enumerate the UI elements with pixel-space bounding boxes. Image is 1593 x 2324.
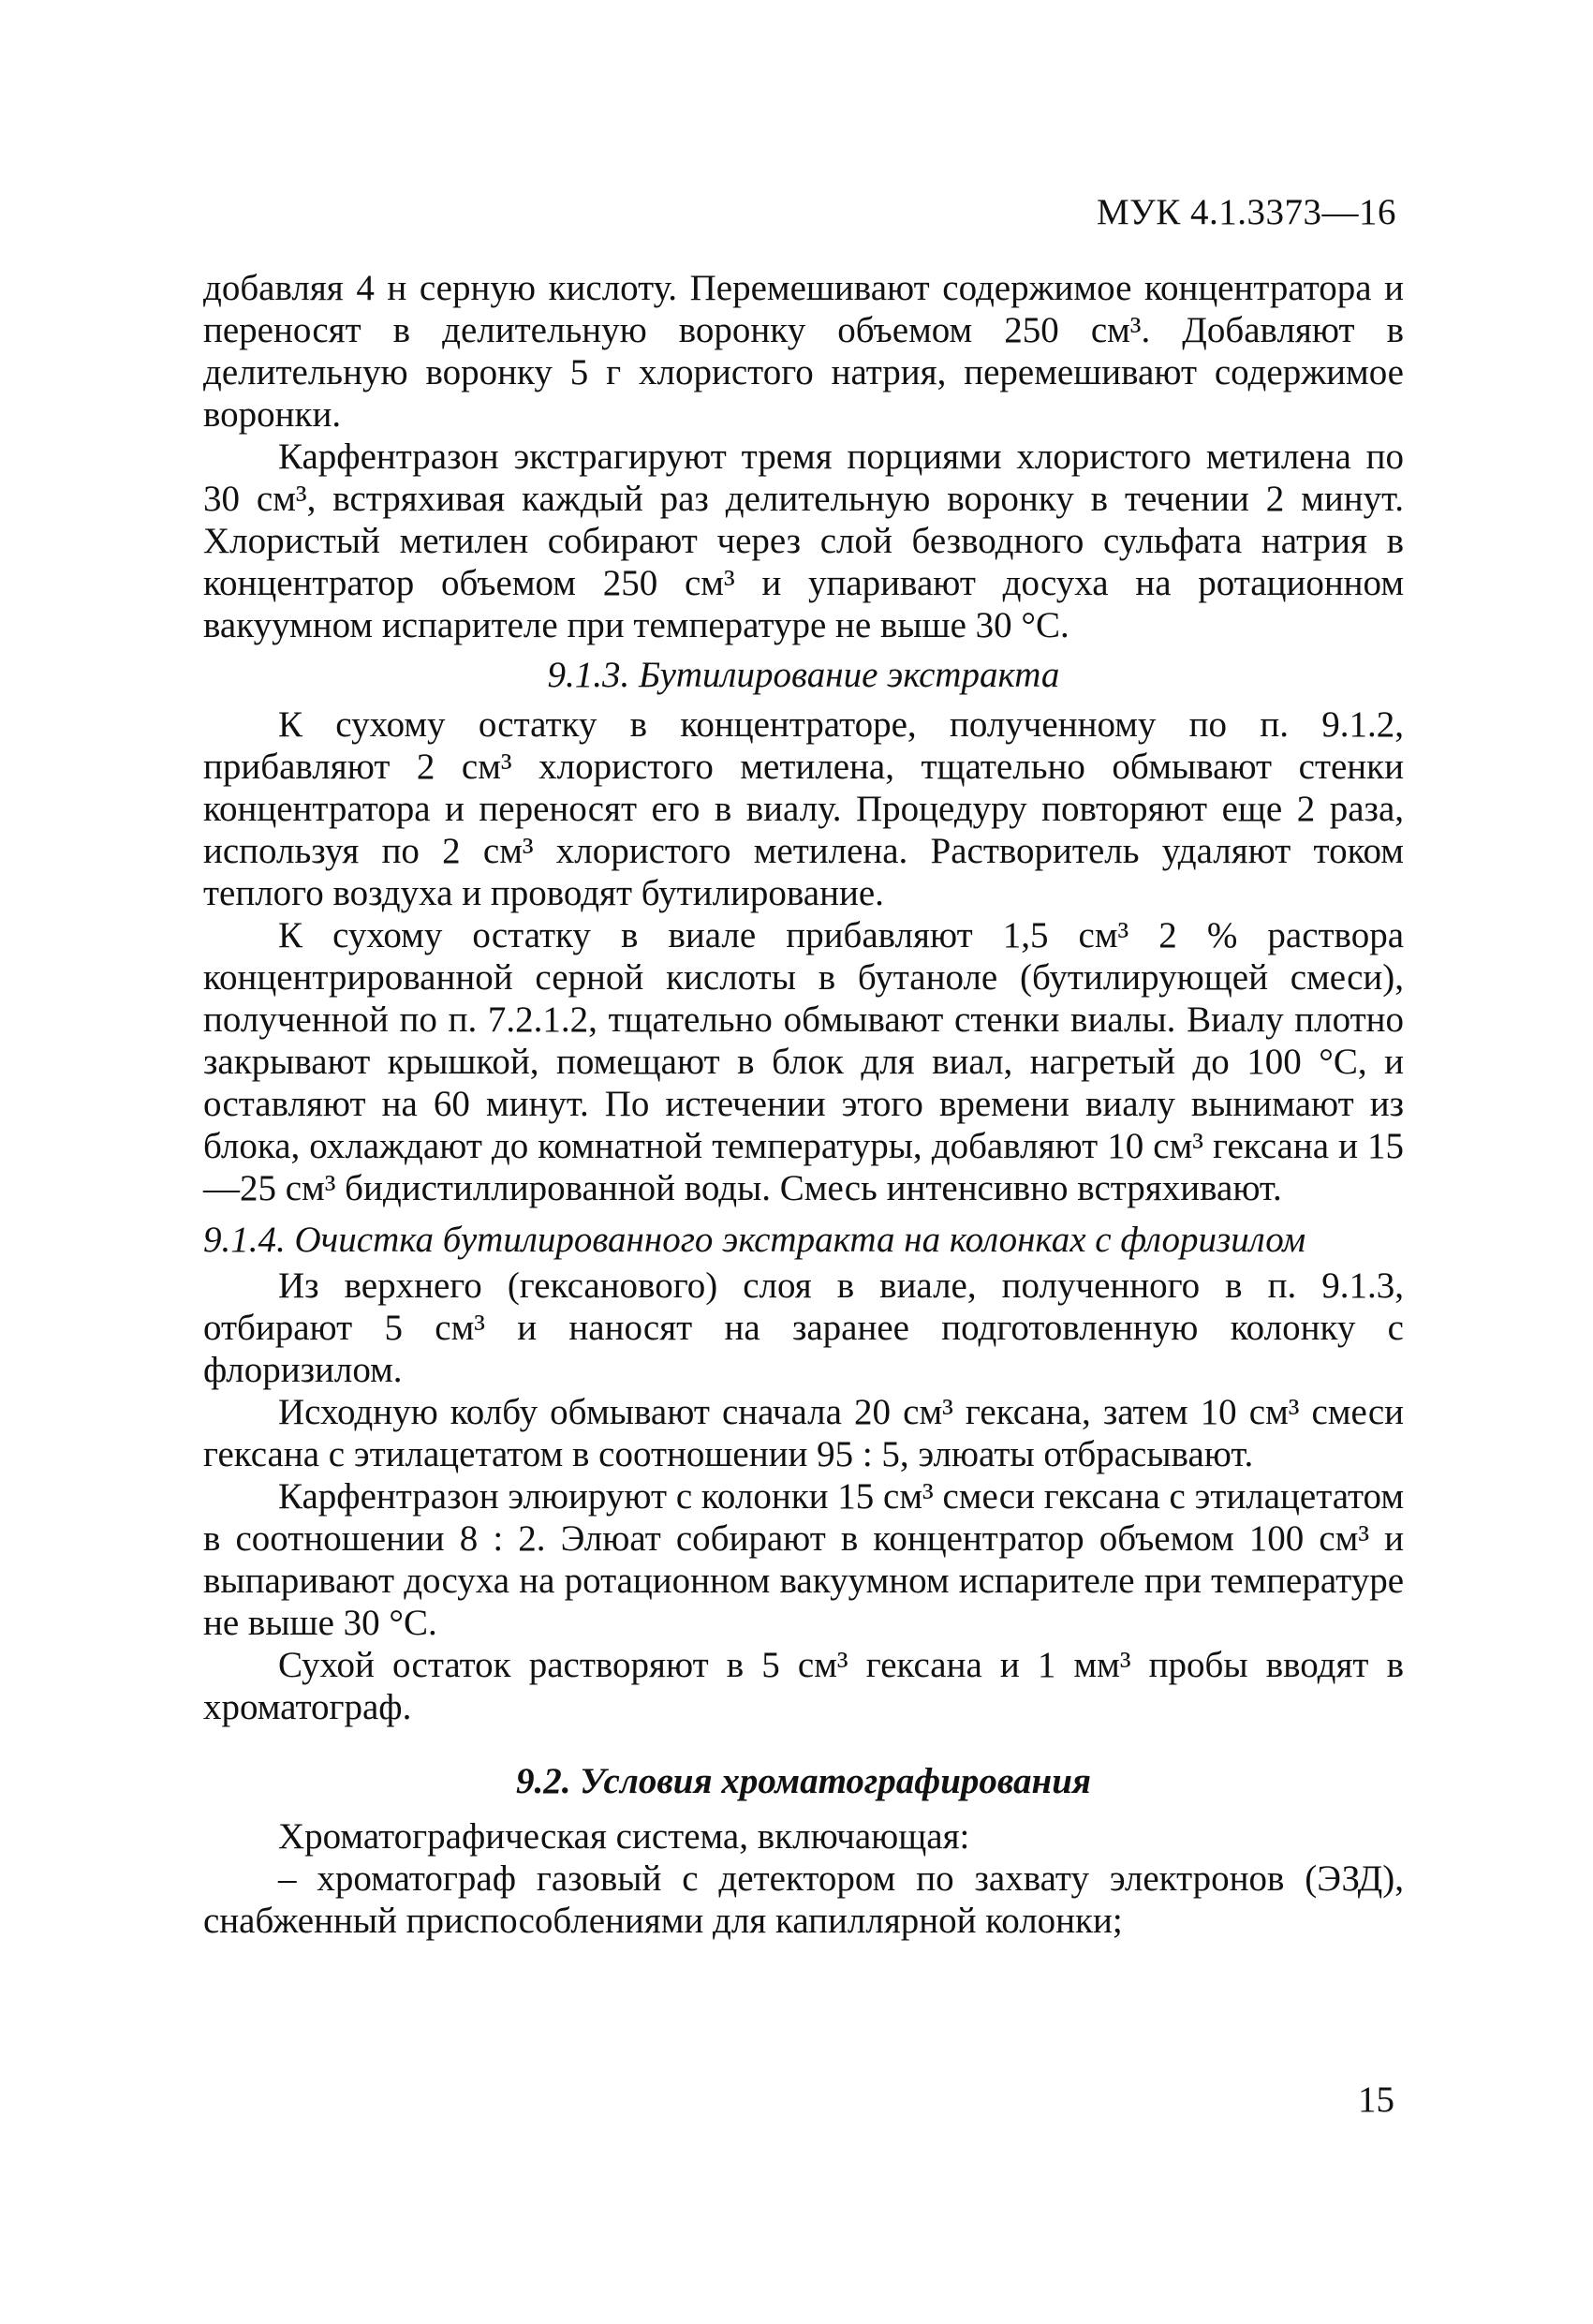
paragraph-dissolve: Сухой остаток растворяют в 5 см³ гексана и 1 мм³ пробы вводят в хроматограф. <box>203 1645 1404 1727</box>
document-code: МУК 4.1.3373—16 <box>1096 192 1396 232</box>
paragraph-flask-wash: Исходную колбу обмывают сначала 20 см³ гексана, затем 10 см³ смеси гексана с этилацетатом в соотношении 95 : 5, элюаты отбрасывают. <box>203 1392 1404 1474</box>
document-body <box>203 267 1404 1942</box>
paragraph-continuation: добавляя 4 н серную кислоту. Перемешивают содержимое концентратора и переносят в делительную воронку объемом 250 см³. Добавляют в делительную воронку 5 г хлористого натрия, перемешивают содержимое воронки. <box>203 268 1404 435</box>
paragraph-system-intro: Хроматографическая система, включающая: <box>278 1816 970 1857</box>
page-number: 15 <box>1358 2080 1394 2120</box>
section-heading-9-1-4: 9.1.4. Очистка бутилированного экстракта на колонках с флоризилом <box>203 1220 1306 1260</box>
section-heading-9-1-3: 9.1.3. Бутилирование экстракта <box>547 655 1060 695</box>
section-heading-9-2: 9.2. Условия хроматографирования <box>516 1761 1091 1801</box>
paragraph-extraction: Карфентразон экстрагируют тремя порциями хлористого метилена по 30 см³, встряхивая каждый раз делительную воронку в течении 2 минут. Хлористый метилен собирают через слой безводного сульфата натрия в концентратор объемом 250 см³ и упаривают досуха на ротационном вакуумном испарителе при температуре не выше 30 °C. <box>203 437 1404 645</box>
paragraph-dry-residue: К сухому остатку в концентраторе, полученному по п. 9.1.2, прибавляют 2 см³ хлористого метилена, тщательно обмывают стенки концентратора и переносят его в виалу. Процедуру повторяют еще 2 раза, используя по 2 см³ хлористого метилена. Растворитель удаляют током теплого воздуха и проводят бутилирование. <box>203 704 1404 913</box>
paragraph-hexane-layer: Из верхнего (гексанового) слоя в виале, полученного в п. 9.1.3, отбирают 5 см³ и наносят на заранее подготовленную колонку с флоризилом. <box>203 1266 1404 1390</box>
list-item-chromatograph: – хроматограф газовый с детектором по захвату электронов (ЭЗД), снабженный приспособлениями для капиллярной колонки; <box>203 1858 1404 1941</box>
paragraph-elution: Карфентразон элюируют с колонки 15 см³ смеси гексана с этилацетатом в соотношении 8 : 2. Элюат собирают в концентратор объемом 100 см³ и выпаривают досуха на ротационном вакуумном испарителе при температуре не выше 30 °C. <box>203 1476 1404 1643</box>
paragraph-butylation: К сухому остатку в виале прибавляют 1,5 см³ 2 % раствора концентрированной серной кислоты в бутаноле (бутилирующей смеси), полученной по п. 7.2.1.2, тщательно обмывают стенки виалы. Виалу плотно закрывают крышкой, помещают в блок для виал, нагретый до 100 °C, и оставляют на 60 минут. По истечении этого времени виалу вынимают из блока, охлаждают до комнатной температуры, добавляют 10 см³ гексана и 15—25 см³ бидистиллированной воды. Смесь интенсивно встряхивают. <box>203 915 1404 1208</box>
